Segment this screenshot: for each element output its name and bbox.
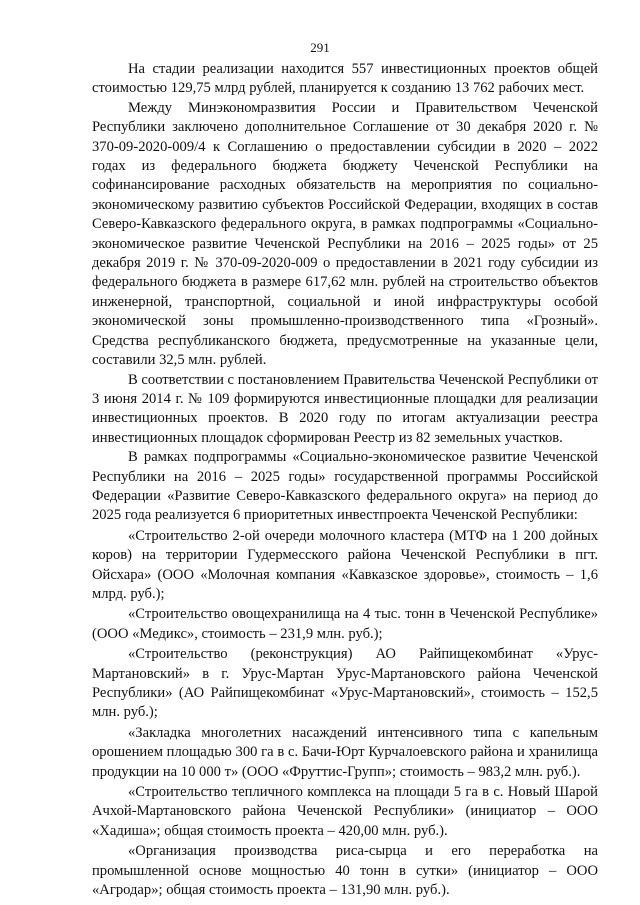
- page-number: 291: [310, 40, 330, 55]
- paragraph-agreement: Между Минэкономразвития России и Правительством Чеченской Республики заключено дополнительное Соглашение от 30 декабря 2020 г. № 370-09-2020-009/4 к Соглашению о предоставлении субсидии в 2020 – 2022 годах из федерального бюджета бюджету Чеченской Республики на софинансирование расходных обязательств на мероприятия по социально-экономическому развитию субъектов Российской Федерации, входящих в состав Северо-Кавказского федерального округа, в рамках подпрограммы «Социально-экономическое развитие Чеченской Республики на 2016 – 2025 годы» от 25 декабря 2019 г. № 370-09-2020-009 о предоставлении в 2021 году субсидии из федерального бюджета в размере 617,62 млн. рублей на строительство объектов инженерной, транспортной, социальной и иной инфраструктуры особой экономической зоны промышленно-производственного типа «Грозный». Средства республиканского бюджета, предусмотренные на указанные цели, составили 32,5 млн. рублей.: [92, 99, 598, 369]
- paragraph-investment-sites: В соответствии с постановлением Правительства Чеченской Республики от 3 июня 2014 г. № 109 формируются инвестиционные площадки для реализации инвестиционных проектов. В 2020 году по итогам актуализации реестра инвестиционных площадок сформирован Реестр из 82 земельных участков.: [92, 371, 598, 446]
- document-body: [92, 60, 598, 900]
- paragraph-investment-projects: На стадии реализации находится 557 инвестиционных проектов общей стоимостью 129,75 млрд рублей, планируется к созданию 13 762 рабочих мест.: [92, 61, 598, 97]
- list-item-food-plant: «Строительство (реконструкция) АО Райпищекомбинат «Урус-Мартановский» в г. Урус-Мартан Урус-Мартановского района Чеченской Республики» (АО Райпищекомбинат «Урус-Мартановский», стоимость – 152,5 млн. руб.);: [92, 646, 598, 721]
- list-item-greenhouse: «Строительство тепличного комплекса на площади 5 га в с. Новый Шарой Ачхой-Мартановского района Чеченской Республики» (инициатор – ООО «Хадиша»; общая стоимость проекта – 420,00 млн. руб.).: [92, 784, 598, 839]
- list-item-rice-production: «Организация производства риса-сырца и его переработка на промышленной основе мощностью 40 тонн в сутки» (инициатор – ООО «Агродар»; общая стоимость проекта – 131,90 млн. руб.).: [92, 843, 598, 899]
- list-item-dairy-cluster: «Строительство 2-ой очереди молочного кластера (МТФ на 1 200 дойных коров) на территории Гудермесского района Чеченской Республики в пгт. Ойсхара» (ООО «Молочная компания «Кавказское здоровье», стоимость – 1,6 млрд. руб.);: [92, 527, 598, 602]
- list-item-vegetable-storage: «Строительство овощехранилища на 4 тыс. тонн в Чеченской Республике» (ООО «Медикс», стоимость – 231,9 млн. руб.);: [92, 606, 598, 642]
- paragraph-priority-projects: В рамках подпрограммы «Социально-экономическое развитие Чеченской Республики на 2016 – 2025 годы» государственной программы Российской Федерации «Развитие Северо-Кавказского федерального округа» на период до 2025 года реализуется 6 приоритетных инвестпроекта Чеченской Республики:: [92, 449, 598, 524]
- list-item-orchards: «Закладка многолетних насаждений интенсивного типа с капельным орошением площадью 300 га в с. Бачи-Юрт Курчалоевского района и хранилища продукции на 10 000 т» (ООО «Фруттис-Групп»; стоимость – 983,2 млн. руб.).: [92, 724, 598, 780]
